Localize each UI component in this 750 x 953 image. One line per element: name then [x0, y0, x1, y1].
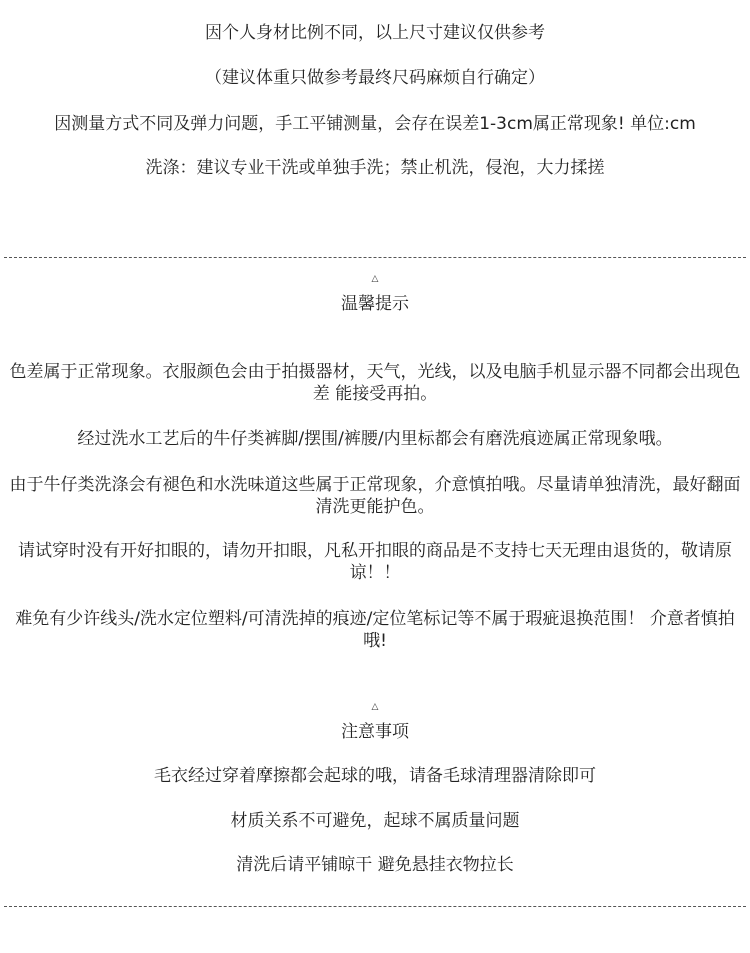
tip-paragraph: 色差属于正常现象。衣服颜色会由于拍摄器材，天气，光线，以及电脑手机显示器不同都会出现色差 能接受再拍。: [9, 362, 741, 404]
tip-paragraph: 难免有少许线头/洗水定位塑料/可清洗掉的痕迹/定位笔标记等不属于瑕疵退换范围！ 介意者慎拍哦!: [15, 609, 735, 651]
size-note: 因个人身材比例不同，以上尺寸建议仅供参考: [205, 23, 545, 43]
triangle-icon: △: [371, 702, 379, 712]
tip-paragraph: 请试穿时没有开好扣眼的，请勿开扣眼，凡私开扣眼的商品是不支持七天无理由退货的，敬请原谅！！: [18, 541, 732, 583]
washing-note: 洗涤：建议专业干洗或单独手洗；禁止机洗，侵泡，大力揉搓: [145, 158, 605, 178]
dashed-divider: [4, 906, 746, 907]
size-note: 因测量方式不同及弹力问题，手工平铺测量，会存在误差1-3cm属正常现象! 单位:cm: [54, 114, 696, 134]
notice-line: 清洗后请平铺晾干 避免悬挂衣物拉长: [236, 855, 514, 875]
tips-heading: 温馨提示: [341, 294, 409, 314]
tip-paragraph: 经过洗水工艺后的牛仔类裤脚/摆围/裤腰/内里标都会有磨洗痕迹属正常现象哦。: [77, 429, 673, 449]
notice-line: 毛衣经过穿着摩擦都会起球的哦，请备毛球清理器清除即可: [154, 766, 596, 786]
size-note: （建议体重只做参考最终尺码麻烦自行确定）: [205, 68, 545, 88]
notice-heading: 注意事项: [341, 722, 409, 742]
notice-line: 材质关系不可避免，起球不属质量问题: [230, 811, 520, 831]
triangle-icon: △: [371, 274, 379, 284]
dashed-divider: [4, 257, 746, 258]
tip-paragraph: 由于牛仔类洗涤会有褪色和水洗味道这些属于正常现象，介意慎拍哦。尽量请单独清洗，最好翻面清洗更能护色。: [9, 475, 741, 517]
